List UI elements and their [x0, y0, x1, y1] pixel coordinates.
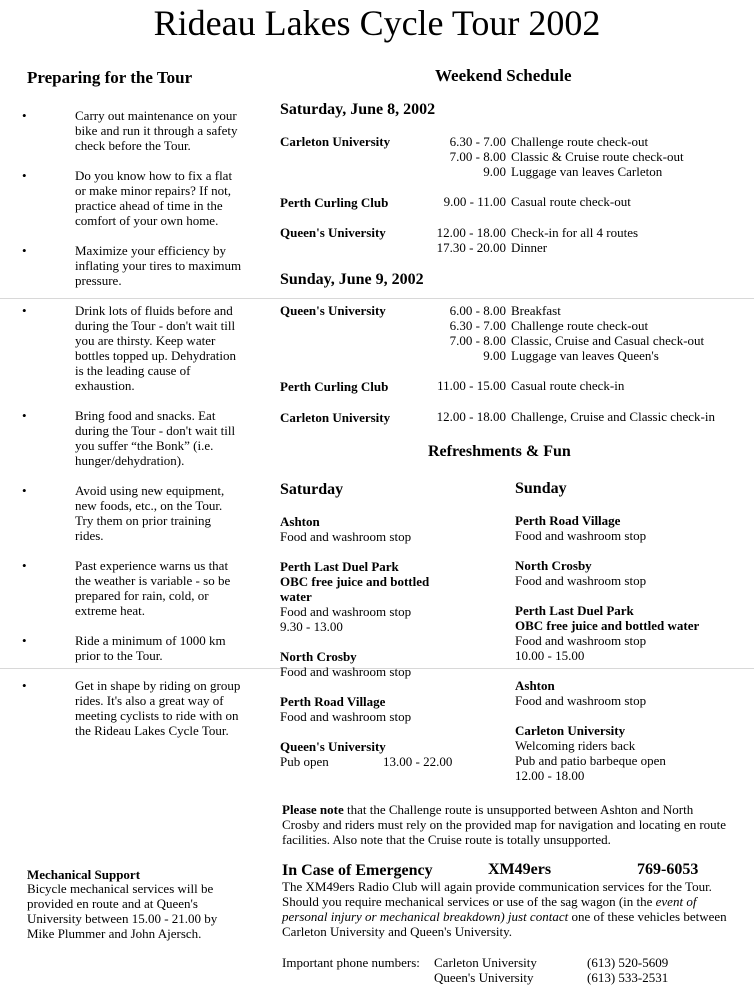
schedule-row: 6.30 - 7.00 Challenge route check-out [449, 134, 649, 149]
schedule-row: 9.00 Luggage van leaves Carleton [483, 164, 663, 179]
note-text: that the Challenge route is unsupported between Ashton and North Crosby and riders must rely on the provided map for navigation and locating en route facilities. Also note that the Cruise route is totally unsupported. [282, 802, 727, 847]
refreshment-entry: Queen's University Pub open 13.00 - 22.00 [280, 739, 453, 769]
refreshment-entry: North Crosby Food and washroom stop [280, 649, 412, 679]
bullet-icon: • [22, 303, 27, 318]
schedule-rows [425, 409, 745, 424]
tip-item: • Bring food and snacks. Eat during the Tour - don't wait till you suffer “the Bonk” (i.e. hunger/dehydration). [22, 408, 236, 468]
mechanical-text: Bicycle mechanical services will be provided en route and at Queen's University between 15.00 - 21.00 by Mike Plummer and John Ajersch. [27, 881, 218, 941]
refreshment-entry: Perth Road Village Food and washroom stop [515, 513, 647, 543]
phone-entry-number: (613) 520-5609 [587, 955, 669, 970]
refreshment-entry: Perth Road Village Food and washroom stop [280, 694, 412, 724]
refreshment-entry: Ashton Food and washroom stop [515, 678, 647, 708]
bullet-icon: • [22, 108, 27, 123]
schedule-location: Perth Curling Club [280, 195, 389, 210]
emergency-text: The XM49ers Radio Club will again provide communication services for the Tour. Should you require mechanical services or use of the sag wagon (in the event of personal injury or mechanical breakdown) just contact one of these vehicles between Carleton University and Queen's University. [282, 879, 727, 939]
schedule-row: 12.00 - 18.00 Check-in for all 4 routes [436, 225, 639, 240]
preparing-heading: Preparing for the Tour [27, 68, 193, 87]
refreshment-entry: Carleton University Welcoming riders back Pub and patio barbeque open 12.00 - 18.00 [515, 723, 666, 783]
schedule-location: Carleton University [280, 410, 391, 425]
bullet-icon: • [22, 243, 27, 258]
refreshments-saturday-list [280, 514, 500, 784]
schedule-rows [425, 303, 745, 363]
schedule-rows [425, 134, 745, 179]
bullet-icon: • [22, 558, 27, 573]
schedule-row: 12.00 - 18.00 Challenge, Cruise and Classic check-in [436, 409, 715, 424]
bullet-icon: • [22, 168, 27, 183]
tip-item: • Maximize your efficiency by inflating your tires to maximum pressure. [22, 243, 242, 288]
schedule-row: 9.00 Luggage van leaves Queen's [483, 348, 659, 363]
refreshment-entry: Ashton Food and washroom stop [280, 514, 412, 544]
emergency-phone: 769-6053 [637, 861, 699, 878]
schedule-location: Queen's University [280, 303, 386, 318]
refreshment-entry: Perth Last Duel Park OBC free juice and bottled water Food and washroom stop 9.30 - 13.00 [280, 559, 430, 634]
sunday-date: Sunday, June 9, 2002 [280, 271, 424, 288]
schedule-row: 7.00 - 8.00 Classic, Cruise and Casual check-out [449, 333, 705, 348]
tip-item: • Drink lots of fluids before and during the Tour - don't wait till you are thirsty. Keep water bottles topped up. Dehydration is the leading cause of exhaustion. [22, 303, 237, 393]
schedule-rows [425, 194, 745, 209]
schedule-row: 6.30 - 7.00 Challenge route check-out [449, 318, 649, 333]
schedule-rows [425, 378, 745, 393]
refreshments-sunday-list [515, 513, 735, 798]
saturday-date: Saturday, June 8, 2002 [280, 101, 436, 118]
emergency-heading: In Case of Emergency [282, 862, 433, 879]
phone-entry-name: Carleton University [434, 955, 537, 970]
schedule-location: Carleton University [280, 134, 391, 149]
schedule-location: Queen's University [280, 225, 386, 240]
bullet-icon: • [22, 483, 27, 498]
schedule-location: Perth Curling Club [280, 379, 389, 394]
schedule-row: 17.30 - 20.00 Dinner [436, 240, 548, 255]
route-note [282, 802, 732, 847]
emergency-club: XM49ers [488, 861, 552, 878]
tip-item: • Do you know how to fix a flat or make minor repairs? If not, practice ahead of time in the comfort of your own home. [22, 168, 233, 228]
tips-list [22, 108, 242, 738]
phone-entry-number: (613) 533-2531 [587, 970, 669, 985]
schedule-rows [425, 225, 745, 255]
note-label: Please note [282, 802, 344, 817]
refreshments-sunday-heading: Sunday [515, 480, 567, 497]
refreshments-saturday-heading: Saturday [280, 481, 344, 498]
schedule-heading: Weekend Schedule [435, 66, 572, 85]
tip-item: • Ride a minimum of 1000 km prior to the Tour. [22, 633, 226, 663]
phones-label: Important phone numbers: [282, 955, 420, 970]
schedule-row: 9.00 - 11.00 Casual route check-out [443, 194, 631, 209]
refreshments-heading: Refreshments & Fun [428, 443, 571, 460]
tip-item: • Past experience warns us that the weather is variable - so be prepared for rain, cold, or extreme heat. [22, 558, 231, 618]
bullet-icon: • [22, 633, 27, 648]
phone-entry-name: Queen's University [434, 970, 534, 985]
schedule-row: 7.00 - 8.00 Classic & Cruise route check-out [449, 149, 684, 164]
refreshment-entry: North Crosby Food and washroom stop [515, 558, 647, 588]
schedule-row: 6.00 - 8.00 Breakfast [449, 303, 561, 318]
bullet-icon: • [22, 678, 27, 693]
tip-item: • Get in shape by riding on group rides. It's also a great way of meeting cyclists to ride with on the Rideau Lakes Cycle Tour. [22, 678, 241, 738]
tip-item: • Carry out maintenance on your bike and run it through a safety check before the Tour. [22, 108, 238, 153]
mechanical-heading: Mechanical Support [27, 867, 141, 882]
schedule-row: 11.00 - 15.00 Casual route check-in [437, 378, 625, 393]
refreshment-entry: Perth Last Duel Park OBC free juice and bottled water Food and washroom stop 10.00 - 15.00 [515, 603, 700, 663]
tip-item: • Avoid using new equipment, new foods, etc., on the Tour. Try them on prior training rides. [22, 483, 225, 543]
bullet-icon: • [22, 408, 27, 423]
page-title: Rideau Lakes Cycle Tour 2002 [153, 3, 601, 43]
